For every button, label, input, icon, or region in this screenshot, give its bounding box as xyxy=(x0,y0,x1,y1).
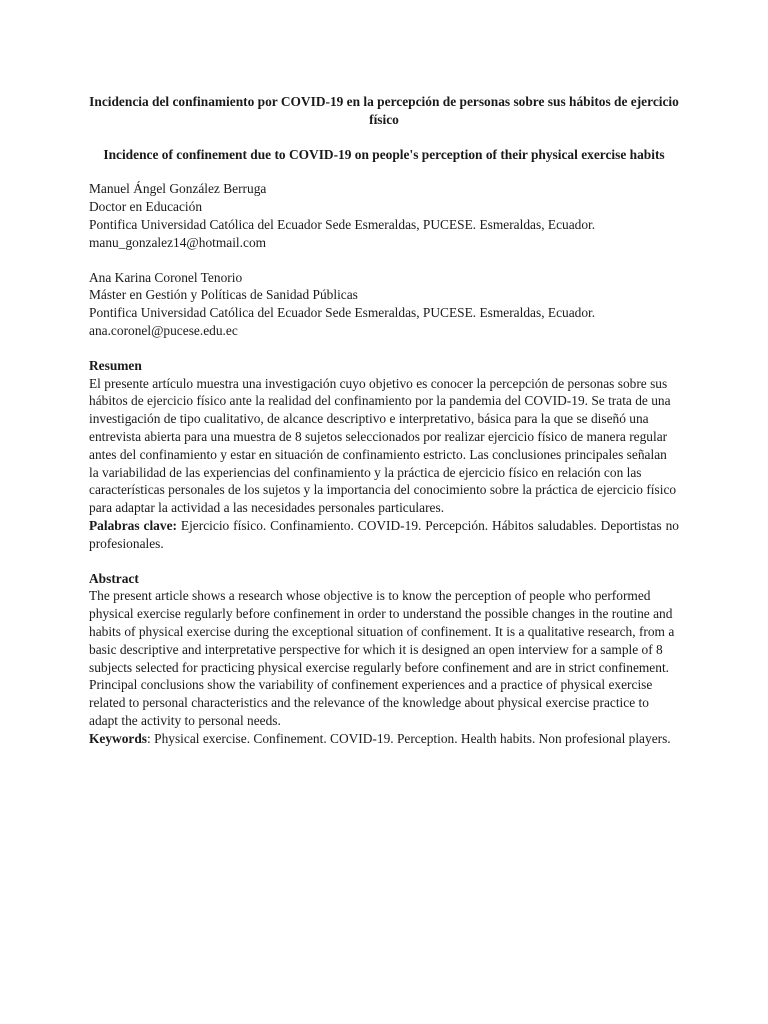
abstract-heading: Abstract xyxy=(89,570,139,586)
keywords-values: Physical exercise. Confinement. COVID-19. Perception. Health habits. Non profesional players. xyxy=(154,730,671,746)
abstract-text: The present article shows a research whose objective is to know the perception of people who performed physical exercise regularly before confinement in order to understand the possible changes in the routine and habits of physical exercise during the exceptional situation of confinement. It is a qualitative research, from a basic descriptive and interpretative perspective for which it is designed an open interview for a sample of 8 subjects selected for practicing physical exercise regularly before confinement and are in strict confinement. Principal conclusions show the variability of confinement experiences and a practice of physical exercise related to personal characteristics and the relevance of the knowledge about physical exercise practice to adapt the activity to personal needs. xyxy=(89,588,675,728)
keywords-line xyxy=(89,730,679,748)
author-email: manu_gonzalez14@hotmail.com xyxy=(89,234,267,250)
keywords-separator: : xyxy=(147,730,151,746)
palabras-clave-values: Ejercicio físico. Confinamiento. COVID-19. Percepción. Hábitos saludables. Deportistas no profesionales. xyxy=(89,517,679,551)
author-degree: Doctor en Educación xyxy=(89,199,203,215)
title-english: Incidence of confinement due to COVID-19 on people's perception of their physical exercise habits xyxy=(103,146,665,162)
resumen-text: El presente artículo muestra una investigación cuyo objetivo es conocer la percepción de personas sobre sus hábitos de ejercicio físico ante la realidad del confinamiento por la pandemia del COVID-19. Se trata de una investigación de tipo cualitativo, de alcance descriptivo e interpretativo, básica para la que se diseñó una entrevista abierta para una muestra de 8 sujetos seleccionados por realizar ejercicio físico de manera regular antes del confinamiento y estar en situación de confinamiento estricto. Las conclusiones principales señalan la variabilidad de las experiencias del confinamiento y la práctica de ejercicio físico en relación con las características personales de los sujetos y la importancia del conocimiento sobre la práctica de ejercicio físico para adaptar la actividad a las necesidades personales particulares. xyxy=(89,375,677,516)
palabras-clave-line xyxy=(89,517,679,553)
document-page xyxy=(89,93,679,748)
author-name: Manuel Ángel González Berruga xyxy=(89,181,267,197)
resumen-heading: Resumen xyxy=(89,357,142,373)
author-affiliation: Pontifica Universidad Católica del Ecuador Sede Esmeraldas, PUCESE. Esmeraldas, Ecuador. xyxy=(89,216,596,232)
abstract-section xyxy=(89,570,679,748)
author-block-1 xyxy=(89,180,679,251)
author-degree: Máster en Gestión y Políticas de Sanidad Públicas xyxy=(89,287,358,303)
keywords-label: Keywords xyxy=(89,730,148,746)
author-block-2 xyxy=(89,269,679,340)
palabras-clave-label: Palabras clave: xyxy=(89,517,177,533)
title-spanish: Incidencia del confinamiento por COVID-19 en la percepción de personas sobre sus hábitos de ejercicio físico xyxy=(89,94,679,127)
resumen-section xyxy=(89,357,679,553)
author-affiliation: Pontifica Universidad Católica del Ecuador Sede Esmeraldas, PUCESE. Esmeraldas, Ecuador. xyxy=(89,305,596,321)
author-email: ana.coronel@pucese.edu.ec xyxy=(89,322,238,338)
author-name: Ana Karina Coronel Tenorio xyxy=(89,269,243,285)
